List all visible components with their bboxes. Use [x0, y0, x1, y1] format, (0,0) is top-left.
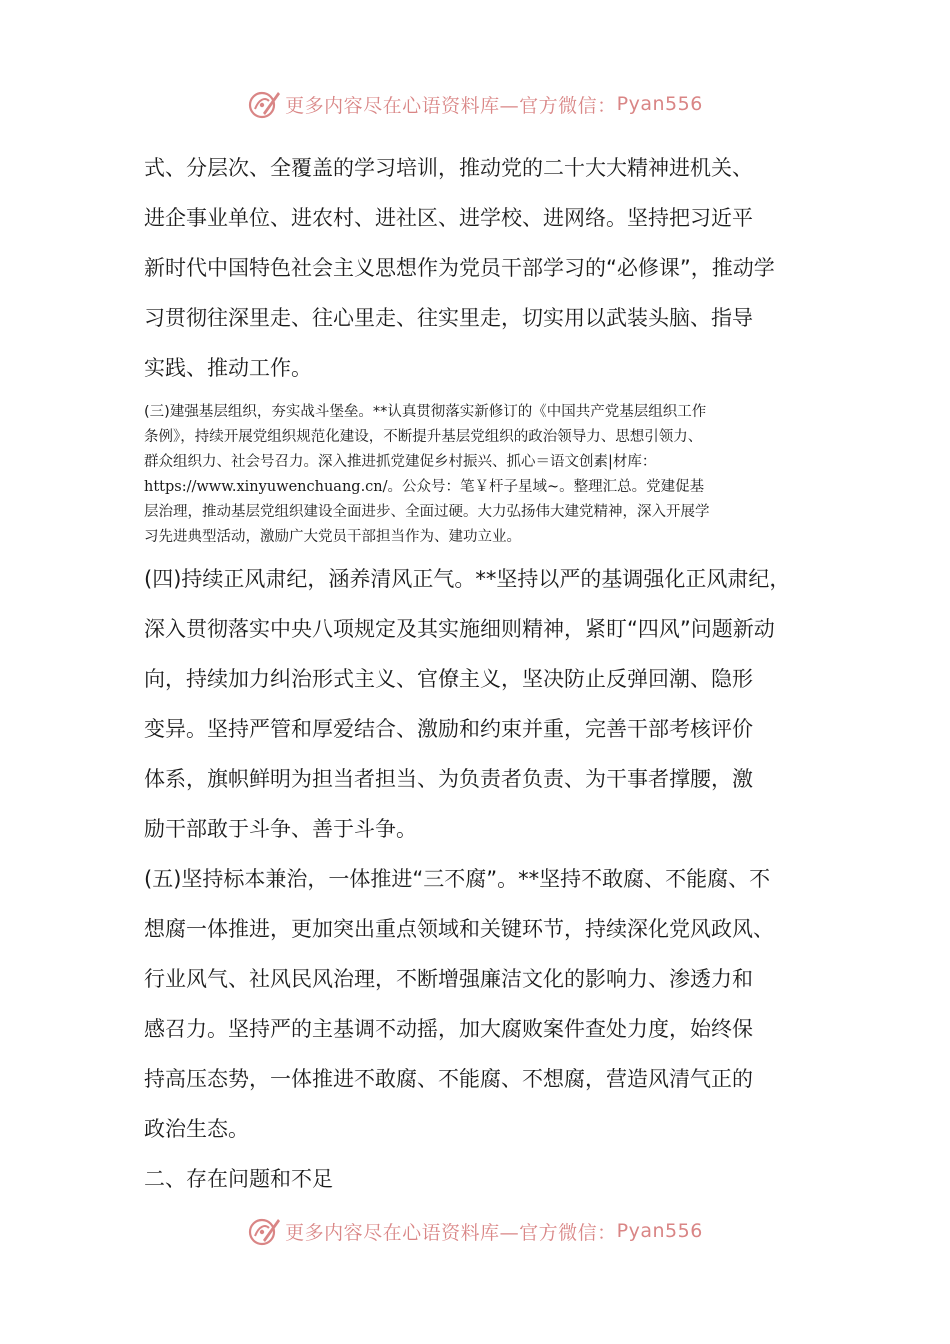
small-line: (三)建强基层组织，夯实战斗堡垒。**认真贯彻落实新修订的《中国共产党基层组织工作 — [144, 404, 707, 420]
watermark-account: Pyan556 — [616, 1220, 703, 1242]
body-line: 习贯彻往深里走、往心里走、往实里走，切实用以武装头脑、指导 — [144, 306, 753, 330]
section-intro — [144, 143, 824, 393]
small-line: 习先进典型活动，激励广大党员干部担当作为、建功立业。 — [144, 529, 521, 545]
small-line-url: https://www.xinyuwenchuang.cn/。公众号：笔￥杆子星域~。整理汇总。党建促基 — [144, 479, 705, 495]
body-line: 新时代中国特色社会主义思想作为党员干部学习的“必修课”，推动学 — [144, 256, 775, 280]
body-line: 想腐一体推进，更加突出重点领域和关键环节，持续深化党风政风、 — [144, 917, 774, 941]
section-four-heading-line: (四)持续正风肃纪，涵养清风正气。**坚持以严的基调强化正风肃纪， — [144, 567, 791, 591]
body-line: 感召力。坚持严的主基调不动摇，加大腐败案件查处力度，始终保 — [144, 1017, 753, 1041]
body-line: 进企事业单位、进农村、进社区、进学校、进网络。坚持把习近平 — [144, 206, 753, 230]
small-line: 条例》，持续开展党组织规范化建设，不断提升基层党组织的政治领导力、思想引领力、 — [144, 429, 703, 445]
section-five — [144, 854, 824, 1154]
body-line: 实践、推动工作。 — [144, 356, 312, 380]
small-line: 群众组织力、社会号召力。深入推进抓党建促乡村振兴、抓心＝语文创素|材库： — [144, 454, 657, 470]
body-line: 变异。坚持严管和厚爱结合、激励和约束并重，完善干部考核评价 — [144, 717, 753, 741]
watermark-account: Pyan556 — [616, 93, 703, 115]
watermark-text: 更多内容尽在心语资料库—官方微信： — [285, 94, 617, 117]
document-body — [144, 143, 824, 1204]
watermark-header — [0, 84, 950, 124]
body-line: 行业风气、社风民风治理，不断增强廉洁文化的影响力、渗透力和 — [144, 967, 753, 991]
body-line: 深入贯彻落实中央八项规定及其实施细则精神，紧盯“四风”问题新动 — [144, 617, 775, 641]
small-line: 层治理，推动基层党组织建设全面进步、全面过硬。大力弘扬伟大建党精神，深入开展学 — [144, 504, 710, 520]
pen-logo-icon — [247, 1214, 281, 1248]
pen-logo-icon — [247, 87, 281, 121]
body-line: 向，持续加力纠治形式主义、官僚主义，坚决防止反弹回潮、隐形 — [144, 667, 753, 691]
body-line: 式、分层次、全覆盖的学习培训，推动党的二十大大精神进机关、 — [144, 156, 753, 180]
section-four — [144, 554, 824, 854]
body-line: 励干部敢于斗争、善于斗争。 — [144, 817, 417, 841]
body-line: 持高压态势，一体推进不敢腐、不能腐、不想腐，营造风清气正的 — [144, 1067, 753, 1091]
section-three-small-paragraph — [144, 400, 824, 550]
body-line: 体系，旗帜鲜明为担当者担当、为负责者负责、为干事者撑腰，激 — [144, 767, 753, 791]
watermark-text: 更多内容尽在心语资料库—官方微信： — [285, 1221, 617, 1244]
section-heading-two: 二、存在问题和不足 — [144, 1167, 333, 1191]
body-line: 政治生态。 — [144, 1117, 249, 1141]
section-five-heading-line: (五)坚持标本兼治，一体推进“三不腐”。**坚持不敢腐、不能腐、不 — [144, 867, 771, 891]
watermark-footer — [0, 1211, 950, 1251]
